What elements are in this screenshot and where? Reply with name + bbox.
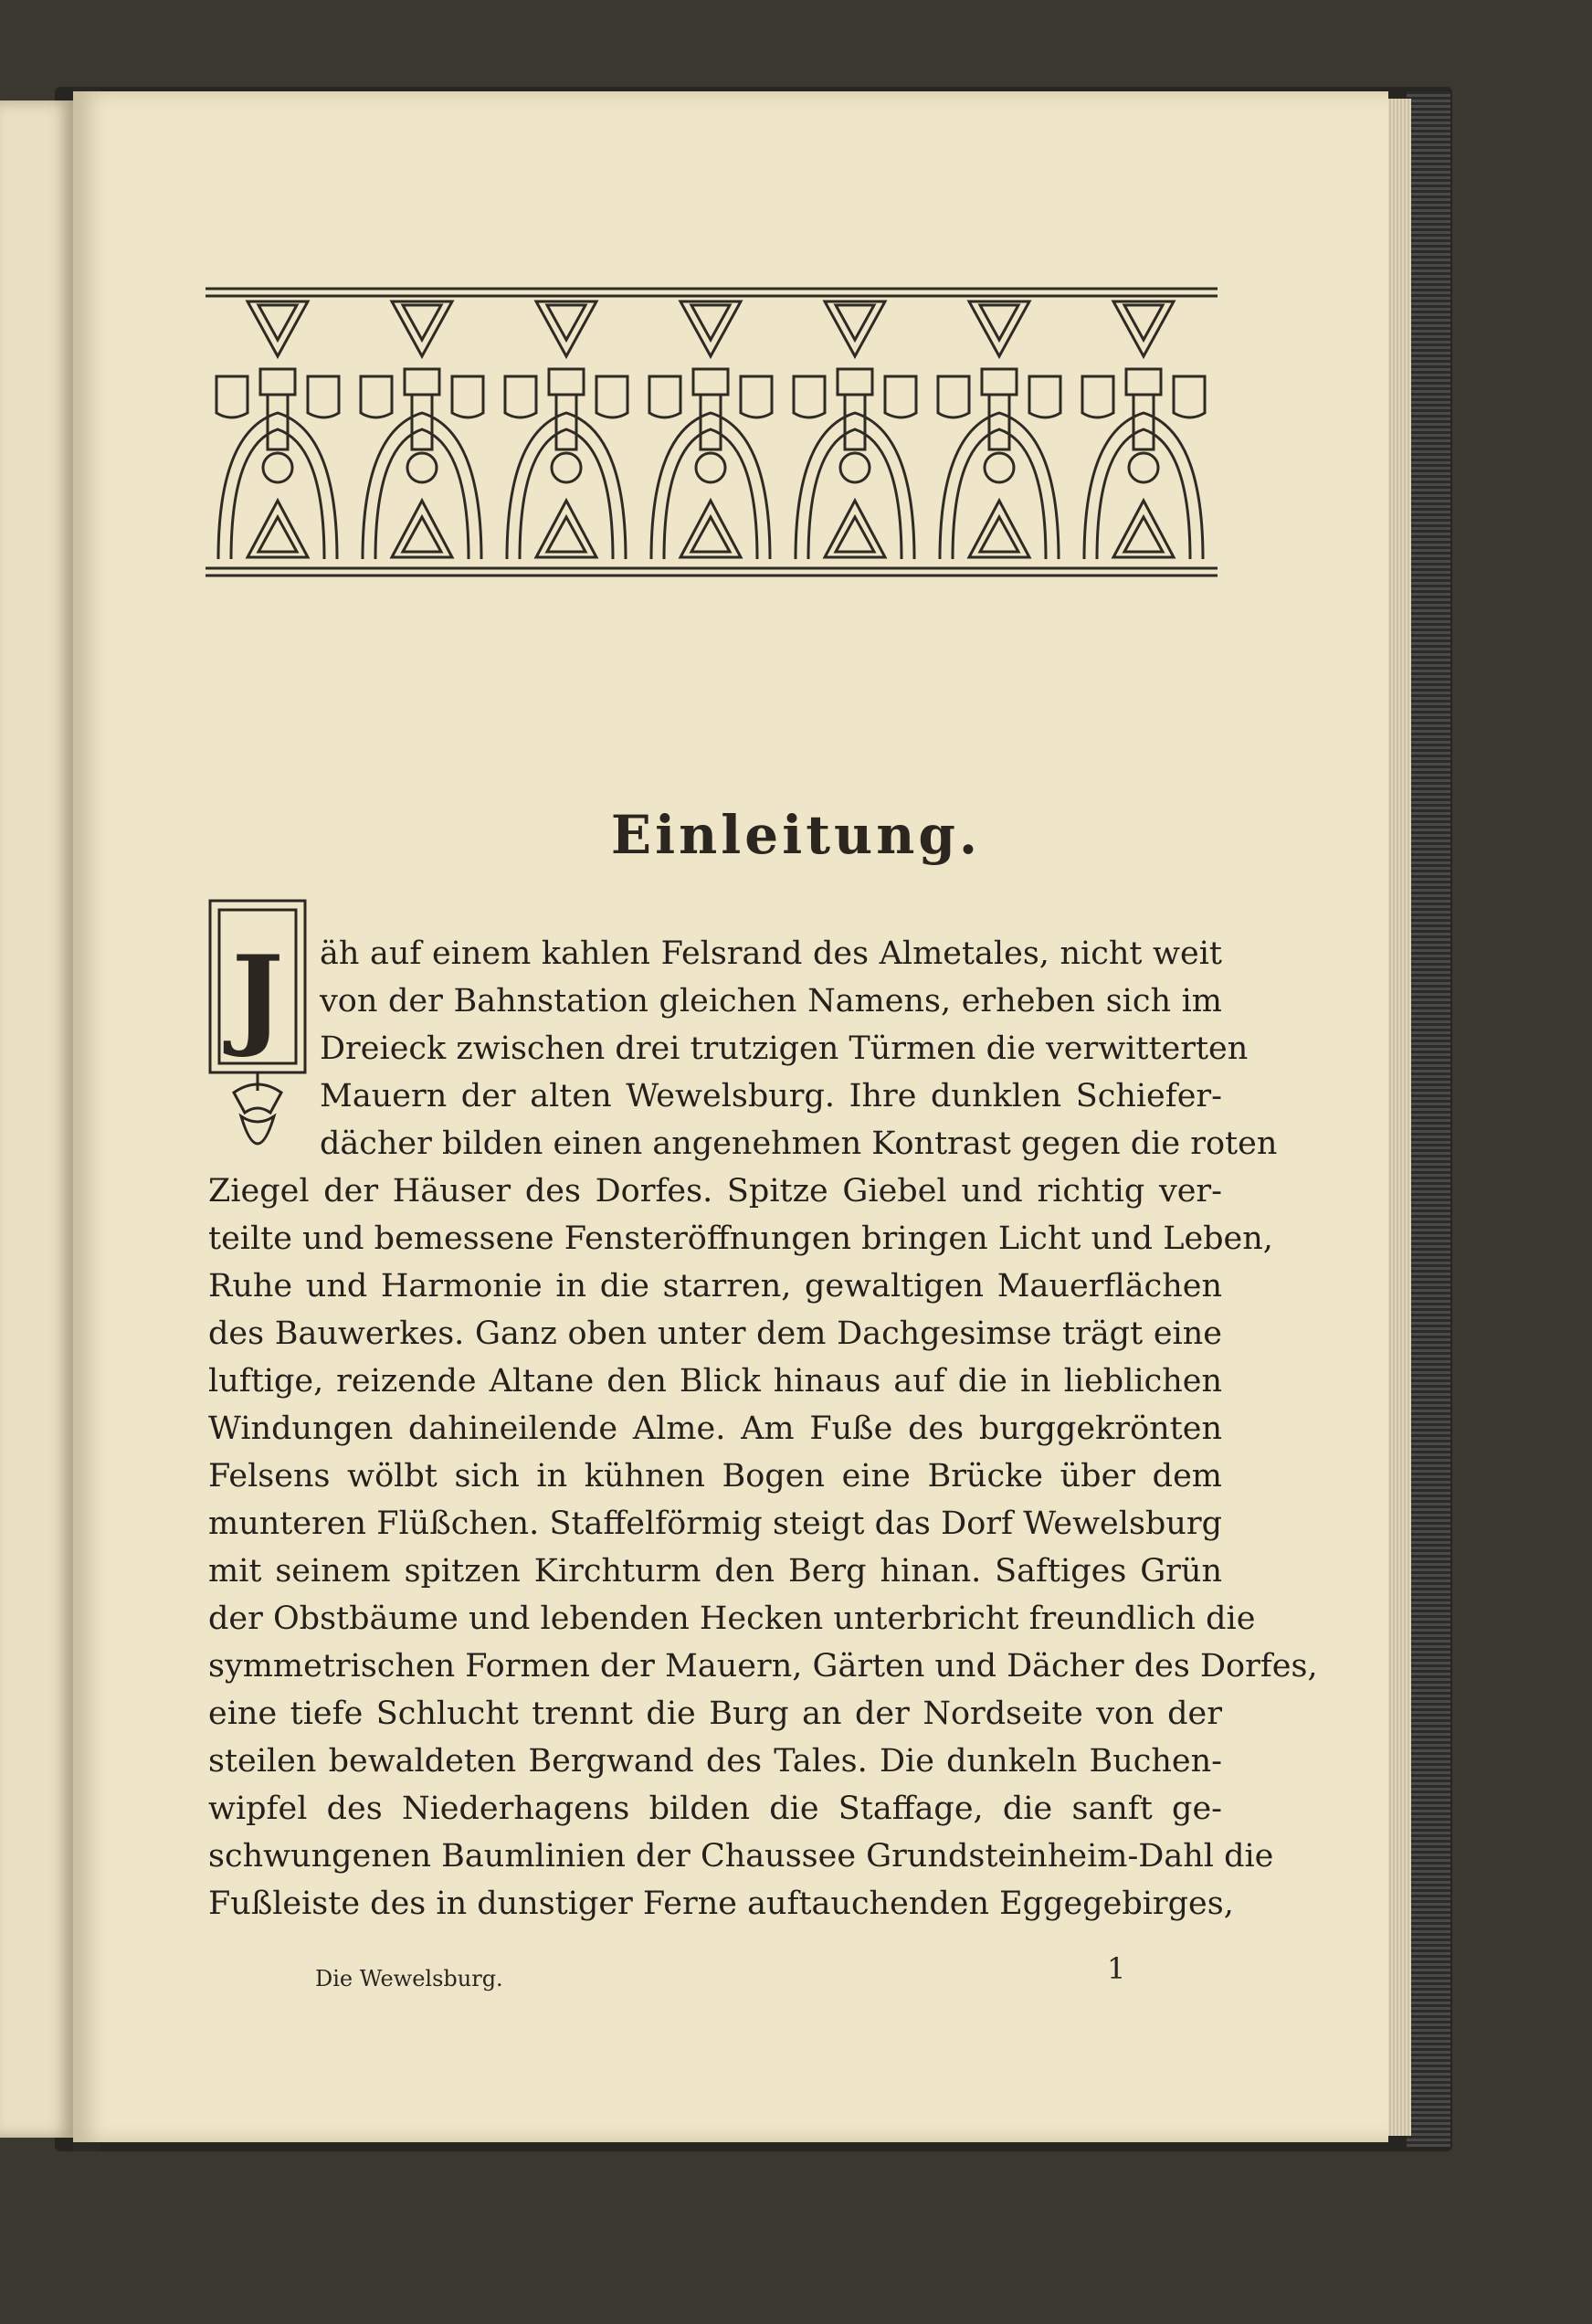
text-line: schwungenen Baumlinien der Chaussee Grundsteinheim-Dahl die [208,1838,1274,1875]
text-line: der Obstbäume und lebenden Hecken unterbricht freundlich die [208,1600,1256,1637]
text-line: eine tiefe Schlucht trennt die Burg an der Nordseite von der [208,1695,1222,1732]
running-footer-title: Die Wewelsburg. [315,1966,503,1991]
cover-cloth-edge [1407,91,1450,2147]
text-line: mit seinem spitzen Kirchturm den Berg hinan. Saftiges Grün [208,1553,1222,1590]
text-line: Dreieck zwischen drei trutzigen Türmen die verwitterten [320,1030,1249,1067]
text-line: munteren Flüßchen. Staffelförmig steigt das Dorf Wewelsburg [208,1505,1222,1542]
text-line: dächer bilden einen angenehmen Kontrast gegen die roten [320,1125,1278,1162]
text-line: Felsens wölbt sich in kühnen Bogen eine Brücke über dem [208,1458,1222,1495]
text-line: Fußleiste des in dunstiger Ferne auftauchenden Eggegebirges, [208,1886,1234,1922]
body-text [208,930,1318,1928]
text-line: Ruhe und Harmonie in die starren, gewaltigen Mauerflächen [208,1268,1222,1305]
text-line: luftige, reizende Altane den Blick hinaus auf die in lieblichen [208,1363,1222,1400]
text-line: wipfel des Niederhagens bilden die Staffage, die sanft ge- [208,1791,1222,1827]
text-line: steilen bewaldeten Bergwand des Tales. Die dunkeln Buchen- [208,1743,1222,1780]
text-line: äh auf einem kahlen Felsrand des Almetales, nicht weit [320,935,1222,972]
text-line: Ziegel der Häuser des Dorfes. Spitze Giebel und richtig ver- [208,1173,1222,1210]
text-line: Windungen dahineilende Alme. Am Fuße des burggekrönten [208,1410,1222,1447]
page-number: 1 [1107,1951,1126,1986]
text-line: Mauern der alten Wewelsburg. Ihre dunklen Schiefer- [320,1078,1222,1114]
ornament-banner [206,285,1218,579]
text-line: symmetrischen Formen der Mauern, Gärten und Dächer des Dorfes, [208,1648,1318,1685]
text-line: teilte und bemessene Fensteröffnungen bringen Licht und Leben, [208,1220,1273,1257]
chapter-heading: Einleitung. [610,804,982,866]
text-line: des Bauwerkes. Ganz oben unter dem Dachgesimse trägt eine [208,1315,1222,1352]
drop-cap-letter: J [231,932,284,1061]
text-line: von der Bahnstation gleichen Namens, erheben sich im [320,983,1222,1019]
left-page-edge [0,100,77,2138]
